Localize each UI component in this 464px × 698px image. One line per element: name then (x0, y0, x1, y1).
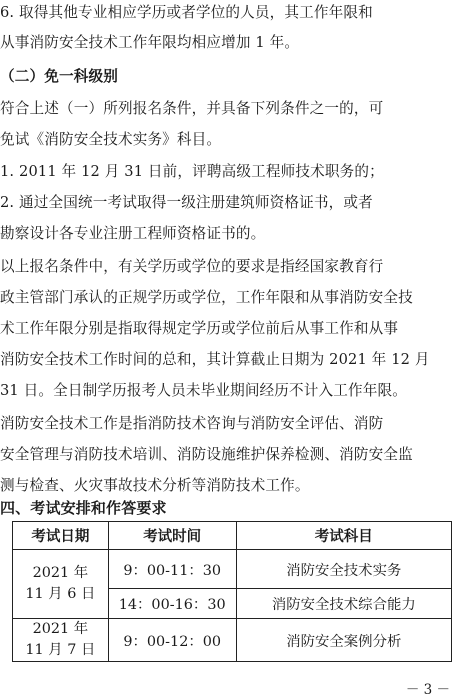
paragraph-line: 安全管理与消防技术培训、消防设施维护保养检测、消防安全监 (0, 446, 413, 463)
table-header-row (13, 522, 452, 550)
header-exam-time: 考试时间 (108, 522, 236, 550)
exam-time-cell: 9：00-12：00 (108, 619, 236, 662)
paragraph-line: 术工作年限分别是指取得规定学历或学位前后从事工作和从事 (0, 320, 399, 337)
paragraph-line: 政主管部门承认的正规学历或学位，工作年限和从事消防安全技 (0, 289, 413, 306)
exam-subject-cell: 消防安全案例分析 (236, 619, 451, 662)
exam-date-day: 11 月 7 日 (25, 642, 96, 658)
paragraph-line: 6. 取得其他专业相应学历或者学位的人员，其工作年限和 (0, 4, 373, 21)
section-title: 四、考试安排和作答要求 (0, 499, 167, 517)
paragraph-line: 免试《消防安全技术实务》科目。 (0, 131, 222, 148)
paragraph-line: 消防安全技术工作时间的总和，其计算截止日期为 2021 年 12 月 (0, 351, 430, 368)
paragraph-line: 31 日。全日制学历报考人员未毕业期间经历不计入工作年限。 (0, 382, 407, 399)
exam-schedule-table (12, 521, 452, 662)
table-row (13, 550, 452, 589)
paragraph-line: 勘察设计各专业注册工程师资格证书的。 (0, 225, 266, 242)
exam-date-cell (13, 550, 109, 619)
subsection-heading: （二）免一科级别 (0, 68, 118, 85)
paragraph-line: 消防安全技术工作是指消防技术咨询与消防安全评估、消防 (0, 415, 384, 432)
exam-time-cell: 14：00-16：30 (108, 589, 236, 619)
paragraph-line: 测与检查、火灾事故技术分析等消防技术工作。 (0, 477, 310, 494)
exam-subject-cell: 消防安全技术实务 (236, 550, 451, 589)
paragraph-line: 符合上述（一）所列报名条件，并具备下列条件之一的，可 (0, 100, 384, 117)
paragraph-line: 2. 通过全国统一考试取得一级注册建筑师资格证书，或者 (0, 194, 373, 211)
exam-date-day: 11 月 6 日 (25, 586, 96, 602)
paragraph-line: 1. 2011 年 12 月 31 日前，评聘高级工程师技术职务的； (0, 163, 384, 180)
exam-subject-cell: 消防安全技术综合能力 (236, 589, 451, 619)
exam-date-cell (13, 619, 109, 662)
paragraph-line: 从事消防安全技术工作年限均相应增加 1 年。 (0, 34, 300, 51)
exam-date-year: 2021 年 (32, 565, 89, 581)
header-exam-subject: 考试科目 (236, 522, 451, 550)
exam-time-cell: 9：00-11：30 (108, 550, 236, 589)
header-exam-date: 考试日期 (13, 522, 109, 550)
exam-date-year: 2021 年 (32, 621, 89, 637)
page-number: － 3 － (405, 682, 450, 698)
table-row (13, 619, 452, 662)
paragraph-line: 以上报名条件中，有关学历或学位的要求是指经国家教育行 (0, 258, 384, 275)
